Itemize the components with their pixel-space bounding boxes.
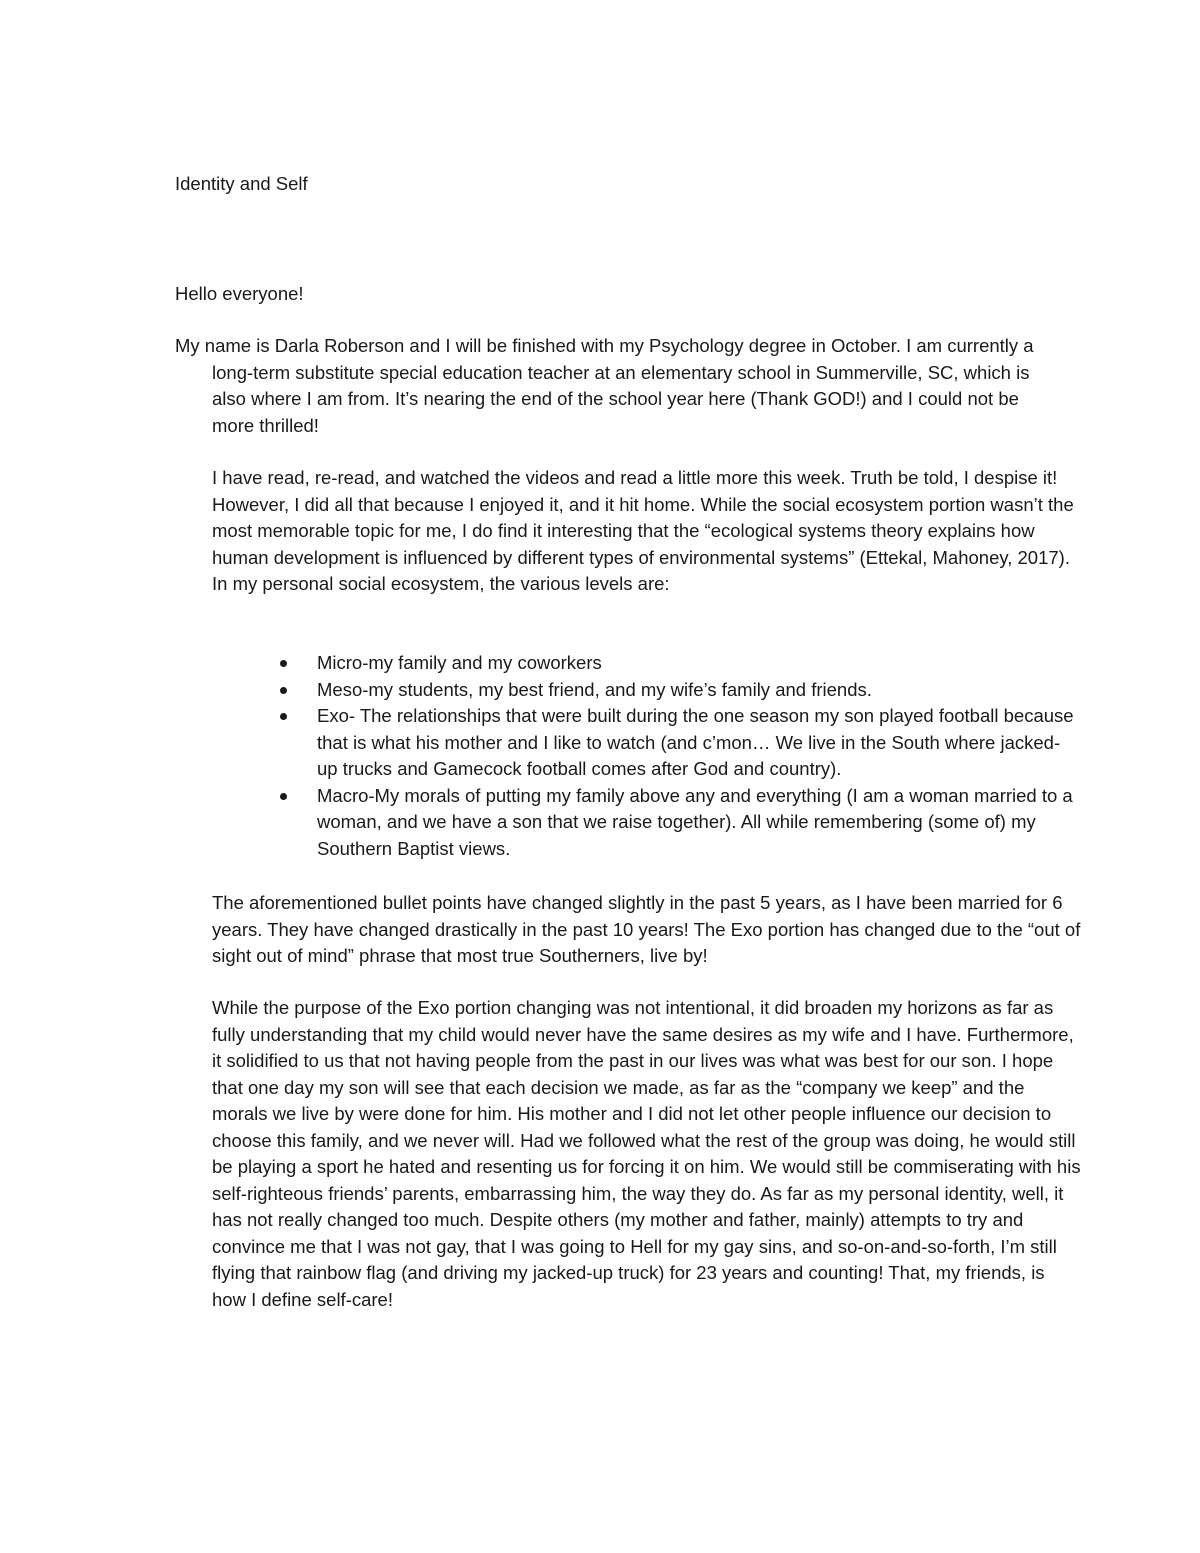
- bullet-dot-icon: [280, 793, 287, 800]
- greeting-line: Hello everyone!: [175, 283, 304, 304]
- body-paragraph-1: I have read, re-read, and watched the videos and read a little more this week. Truth be told, I despise it! However, I did all that because I enjoyed it, and it hit home. While the social ecosystem portion wasn’t the most memorable topic for me, I do find it interesting that the “ecological systems theory explains how human development is influenced by different types of environmental systems” (Ettekal, Mahoney, 2017). In my personal social ecosystem, the various levels are:: [212, 467, 1074, 594]
- body-paragraph-3: While the purpose of the Exo portion changing was not intentional, it did broaden my horizons as far as fully understanding that my child would never have the same desires as my wife and I have. Furthermore, it solidified to us that not having people from the past in our lives was what was best for our son. I hope that one day my son will see that each decision we made, as far as the “company we keep” and the morals we live by were done for him. His mother and I did not let other people influence our decision to choose this family, and we never will. Had we followed what the rest of the group was doing, he would still be playing a sport he hated and resenting us for forcing it on him. We would still be commiserating with his self-righteous friends’ parents, embarrassing him, the way they do. As far as my personal identity, well, it has not really changed too much. Despite others (my mother and father, mainly) attempts to try and convince me that I was not gay, that I was going to Hell for my gay sins, and so-on-and-so-forth, I’m still flying that rainbow flag (and driving my jacked-up truck) for 23 years and counting! That, my friends, is how I define self-care!: [212, 997, 1081, 1310]
- document-title: Identity and Self: [175, 173, 308, 194]
- intro-text: My name is Darla Roberson and I will be finished with my Psychology degree in October. I am currently a long-term substitute special education teacher at an elementary school in Summerville, SC, which is also where I am from. It’s nearing the end of the school year here (Thank GOD!) and I could not be more thrilled!: [175, 335, 1034, 436]
- bullet-dot-icon: [280, 660, 287, 667]
- bullet-dot-icon: [280, 687, 287, 694]
- bullet-item-macro: [280, 783, 1080, 863]
- bullet-item-meso: [280, 677, 1080, 704]
- bullet-text: Meso-my students, my best friend, and my wife’s family and friends.: [317, 678, 872, 700]
- bullet-item-exo: [280, 703, 1080, 783]
- intro-paragraph: [175, 333, 1055, 439]
- bullet-text: Micro-my family and my coworkers: [317, 652, 602, 673]
- bullet-text: Macro-My morals of putting my family above any and everything (I am a woman married to a woman, and we have a son that we raise together). All while remembering (some of) my Southern Baptist views.: [317, 784, 1073, 859]
- bullet-dot-icon: [280, 713, 287, 720]
- bullet-item-micro: [280, 650, 1080, 677]
- body-paragraph-2: The aforementioned bullet points have changed slightly in the past 5 years, as I have been married for 6 years. They have changed drastically in the past 10 years! The Exo portion has changed due to the “out of sight out of mind” phrase that most true Southerners, live by!: [212, 892, 1081, 966]
- bullet-text: Exo- The relationships that were built during the one season my son played football because that is what his mother and I like to watch (and c’mon… We live in the South where jacked-up trucks and Gamecock football comes after God and country).: [317, 705, 1074, 779]
- ecosystem-bullet-list: [280, 650, 1080, 862]
